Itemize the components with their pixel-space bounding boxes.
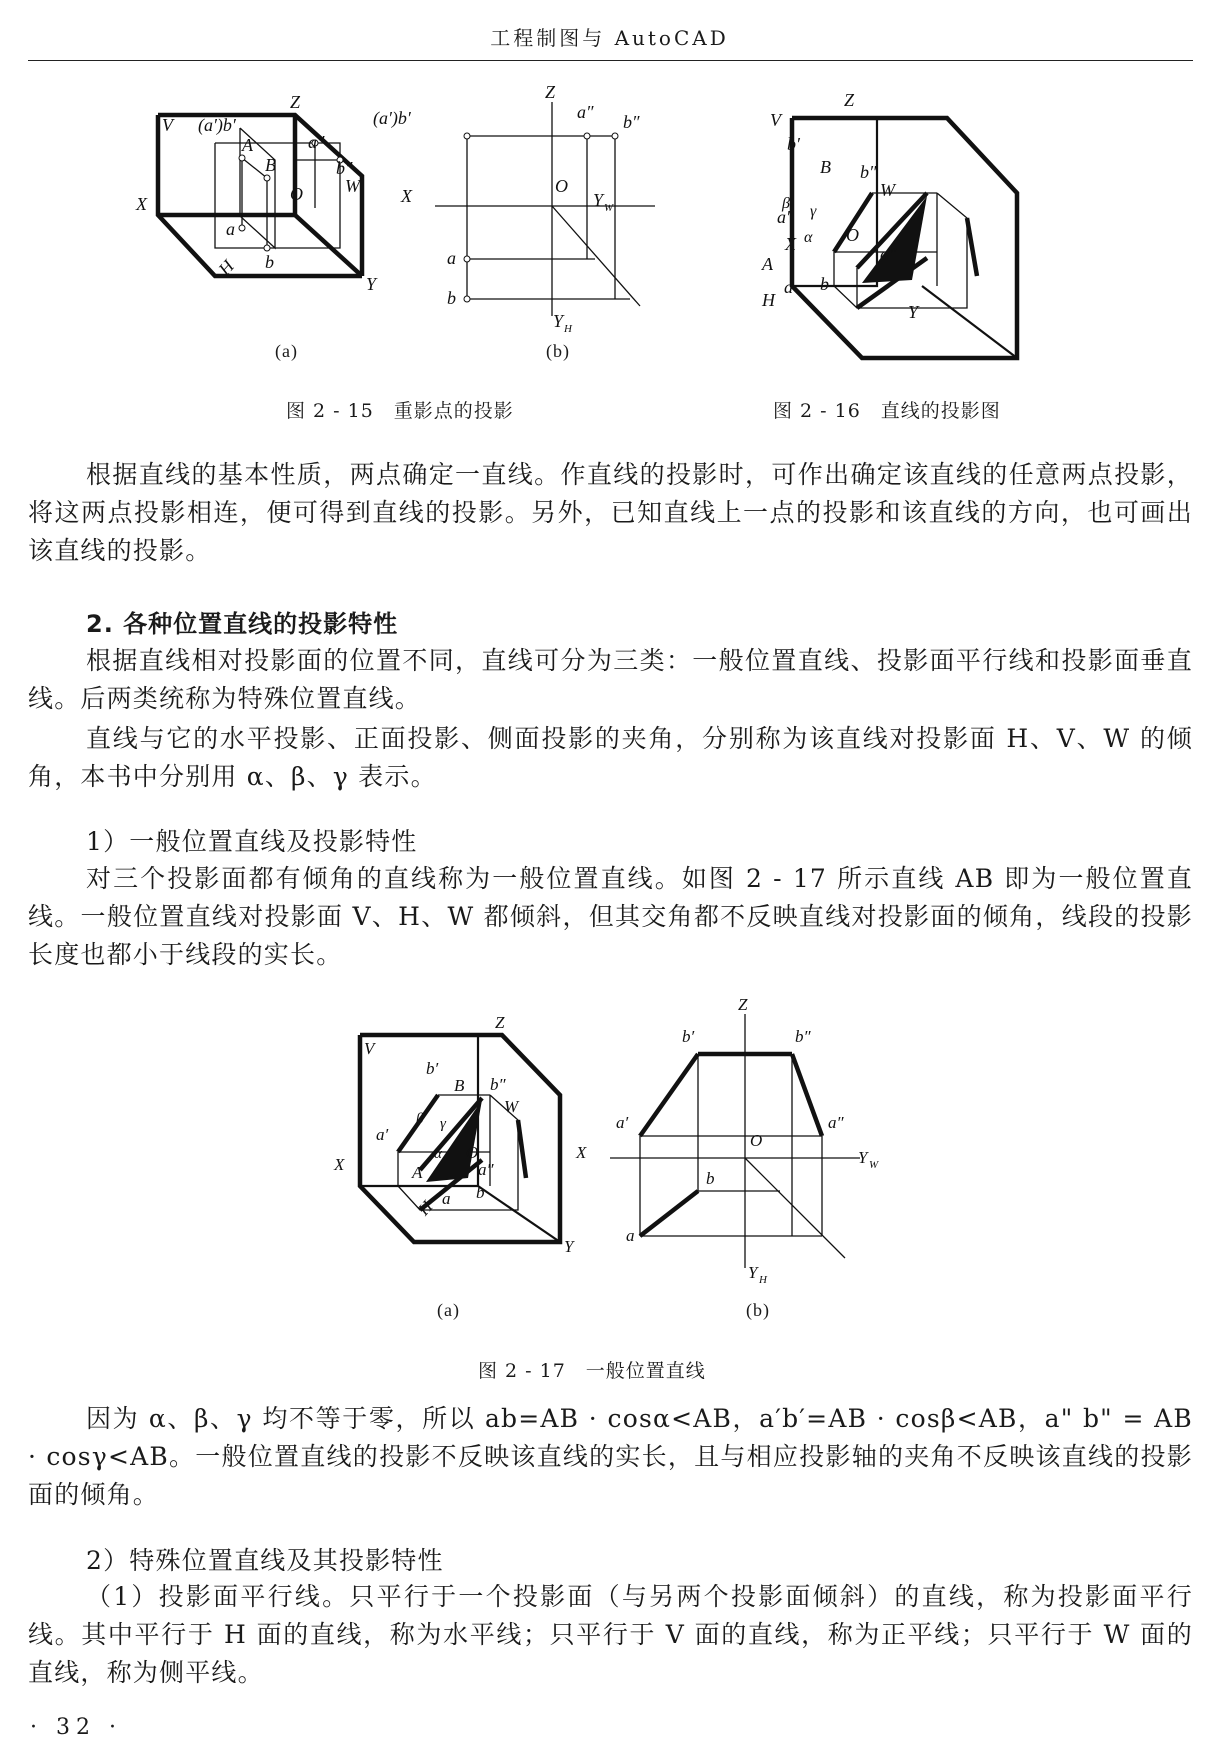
fig216-label-beta: β — [782, 195, 790, 212]
fig215b-label-X: X — [401, 186, 412, 206]
fig-2-17a — [334, 1010, 580, 1260]
fig216-label-Y: Y — [908, 302, 919, 322]
fig215a-label-b2: b″ — [336, 158, 353, 178]
fig217-sub-a: (a) — [437, 1300, 460, 1320]
fig216-label-O: O — [846, 225, 859, 245]
fig216-label-alpha: α — [804, 229, 813, 246]
fig215a-point-B — [264, 175, 270, 181]
fig216-label-H: H — [762, 290, 775, 310]
fig217b-label-a: a — [626, 1226, 635, 1245]
fig216-label-b2: b″ — [860, 162, 877, 182]
fig215b-label-Z: Z — [545, 82, 556, 102]
fig-2-15a — [136, 88, 380, 294]
fig216-label-a: a — [784, 277, 793, 297]
subsection-1: 1）一般位置直线及投影特性 — [86, 827, 418, 856]
fig217a-label-A: A — [412, 1163, 423, 1182]
page-number: · 32 · — [30, 1715, 122, 1740]
fig-2-16 — [762, 90, 1052, 378]
fig215b-label-b2: b″ — [623, 112, 640, 132]
fig217b-label-b2: b″ — [795, 1027, 811, 1046]
paragraph-6: （1）投影面平行线。只平行于一个投影面（与另两个投影面倾斜）的直线，称为投影面平行线。其中平行于 H 面的直线，称为水平线；只平行于 V 面的直线，称为正平线；只平行于 W 面的直线，称为侧平线。 — [28, 1582, 1193, 1687]
fig215a-label-V: V — [162, 115, 173, 135]
fig217a-label-b2: b″ — [490, 1075, 506, 1094]
fig216-label-B: B — [820, 157, 831, 177]
fig216-label-X: X — [785, 234, 796, 254]
paragraph-5: 因为 α、β、γ 均不等于零，所以 ab=AB · cosα<AB，a′b′=AB · cosβ<AB，a" b" = AB · cosγ<AB。一般位置直线的投影不反映该直线的实长，且与相应投影轴的夹角不反映该直线的投影面的倾角。 — [28, 1404, 1193, 1509]
fig217-sub-b: (b) — [746, 1300, 770, 1320]
fig216-label-V: V — [770, 110, 781, 130]
fig-2-15b — [373, 82, 675, 335]
fig217a-triangle — [426, 1100, 482, 1182]
paragraph-3: 直线与它的水平投影、正面投影、侧面投影的夹角，分别称为该直线对投影面 H、V、W 的倾角，本书中分别用 α、β、γ 表示。 — [28, 724, 1193, 791]
fig217b-45-line — [745, 1158, 845, 1258]
fig215b-point-a — [464, 256, 470, 262]
fig215a-label-a2: a″ — [308, 132, 325, 152]
fig215a-label-H: H — [214, 256, 238, 280]
fig216-label-b1: b′ — [787, 134, 800, 154]
fig217b-line-a1b1 — [640, 1054, 698, 1136]
fig215b-point-ab-prime — [464, 133, 470, 139]
fig217b-label-Z: Z — [738, 995, 748, 1014]
fig215a-point-b — [264, 245, 270, 251]
fig215b-point-a2 — [584, 133, 590, 139]
fig217b-label-a1: a′ — [616, 1113, 629, 1132]
fig217a-label-V: V — [364, 1039, 375, 1058]
subsection-2: 2）特殊位置直线及其投影特性 — [86, 1546, 444, 1575]
fig216-triangle — [862, 196, 927, 283]
paragraph-1: 根据直线的基本性质，两点确定一直线。作直线的投影时，可作出确定该直线的任意两点投影，将这两点投影相连，便可得到直线的投影。另外，已知直线上一点的投影和该直线的方向，也可画出该直线的投影。 — [28, 460, 1193, 565]
fig215a-label-W: W — [345, 176, 360, 196]
fig215a-label-ab-prime: (a′)b′ — [198, 115, 236, 135]
fig217a-label-gamma: γ — [440, 1116, 446, 1132]
fig217b-label-X: X — [576, 1143, 587, 1162]
paragraph-2: 根据直线相对投影面的位置不同，直线可分为三类：一般位置直线、投影面平行线和投影面垂直线。后两类统称为特殊位置直线。 — [28, 646, 1193, 713]
fig216-label-a2: a″ — [880, 244, 897, 264]
fig217b-label-YW-sub: W — [869, 1159, 879, 1171]
fig217a-line-a2b2 — [518, 1120, 526, 1178]
fig217a-label-Z: Z — [495, 1013, 505, 1032]
fig215b-label-a2: a″ — [577, 102, 594, 122]
fig215-sub-b: (b) — [546, 341, 570, 361]
fig215b-45-line — [552, 206, 640, 306]
fig217a-label-beta: β — [416, 1111, 424, 1127]
fig217b-label-YH: Y — [748, 1263, 758, 1282]
header-rule — [28, 60, 1193, 61]
fig215b-label-YH-sub: H — [564, 323, 572, 335]
fig217a-label-a2: a″ — [478, 1160, 494, 1179]
fig216-label-Z: Z — [844, 90, 855, 110]
fig216-label-A: A — [762, 254, 773, 274]
fig215b-point-b — [464, 296, 470, 302]
fig215a-label-a: a — [226, 219, 235, 239]
fig217b-label-b1: b′ — [682, 1027, 695, 1046]
running-header: 工程制图与 AutoCAD — [490, 26, 729, 50]
fig217b-label-YH-sub: H — [759, 1274, 767, 1286]
fig215a-label-b: b — [265, 252, 274, 272]
fig215a-frame-vh — [158, 115, 362, 276]
fig217a-label-a: a — [442, 1189, 451, 1208]
section-heading-2: 2. 各种位置直线的投影特性 — [86, 610, 399, 638]
fig215b-label-YW: Y — [593, 190, 604, 210]
fig217a-label-X: X — [334, 1155, 345, 1174]
fig217a-label-H: H — [414, 1197, 437, 1220]
fig215b-label-b: b — [447, 288, 456, 308]
fig215b-label-YH: Y — [553, 311, 564, 331]
fig216-label-gamma: γ — [810, 203, 817, 220]
paragraph-4: 对三个投影面都有倾角的直线称为一般位置直线。如图 2 - 17 所示直线 AB 即为一般位置直线。一般位置直线对投影面 V、H、W 都倾斜，但其交角都不反映直线对投影面的倾角，线段的投影长度也都小于线段的实长。 — [28, 864, 1193, 969]
fig217b-label-b: b — [706, 1169, 715, 1188]
fig216-y-axis — [922, 286, 1017, 358]
fig215b-label-a: a — [447, 248, 456, 268]
fig216-caption: 图 2 - 16 直线的投影图 — [773, 400, 1001, 422]
fig217b-label-a2: a″ — [828, 1113, 844, 1132]
fig216-line-a2b2 — [967, 218, 977, 276]
fig217b-label-O: O — [750, 1131, 763, 1150]
fig215a-label-X: X — [136, 194, 147, 214]
fig217b-label-YW: Y — [858, 1148, 868, 1167]
fig217a-label-O: O — [466, 1143, 479, 1162]
fig215a-line-ab — [242, 158, 267, 178]
fig217a-label-alpha: α — [434, 1146, 442, 1162]
fig215a-label-B: B — [265, 155, 276, 175]
fig217a-label-b1: b′ — [426, 1059, 439, 1078]
fig216-label-a1: a′ — [777, 207, 790, 227]
fig217a-label-a1: a′ — [376, 1125, 389, 1144]
fig217a-label-B: B — [454, 1076, 465, 1095]
fig217a-label-b: b — [476, 1183, 485, 1202]
fig215a-label-Y: Y — [366, 274, 377, 294]
fig215a-y-axis — [295, 215, 362, 276]
fig217-caption: 图 2 - 17 一般位置直线 — [478, 1360, 706, 1382]
fig217b-line-b2a2 — [792, 1054, 822, 1136]
fig215a-frame-vw — [158, 115, 362, 276]
fig215b-point-b2 — [612, 133, 618, 139]
fig215a-point-A — [239, 155, 245, 161]
fig215b-label-ab-prime: (a′)b′ — [373, 108, 411, 128]
fig215b-label-O: O — [555, 176, 568, 196]
fig217b-line-ab — [640, 1191, 698, 1236]
fig215a-label-A: A — [242, 135, 253, 155]
fig217a-label-Y: Y — [564, 1237, 574, 1256]
fig215a-point-a — [239, 225, 245, 231]
fig215a-label-Z: Z — [290, 92, 301, 112]
fig217a-y-axis — [478, 1186, 560, 1242]
fig215-caption: 图 2 - 15 重影点的投影 — [286, 400, 514, 422]
fig215-sub-a: (a) — [275, 341, 298, 361]
fig-2-17b — [576, 995, 890, 1286]
fig215b-label-YW-sub: W — [604, 202, 614, 214]
fig215a-label-O: O — [290, 184, 303, 204]
fig216-label-b: b — [820, 274, 829, 294]
fig217a-label-W: W — [504, 1097, 519, 1116]
fig216-label-W: W — [880, 180, 895, 200]
